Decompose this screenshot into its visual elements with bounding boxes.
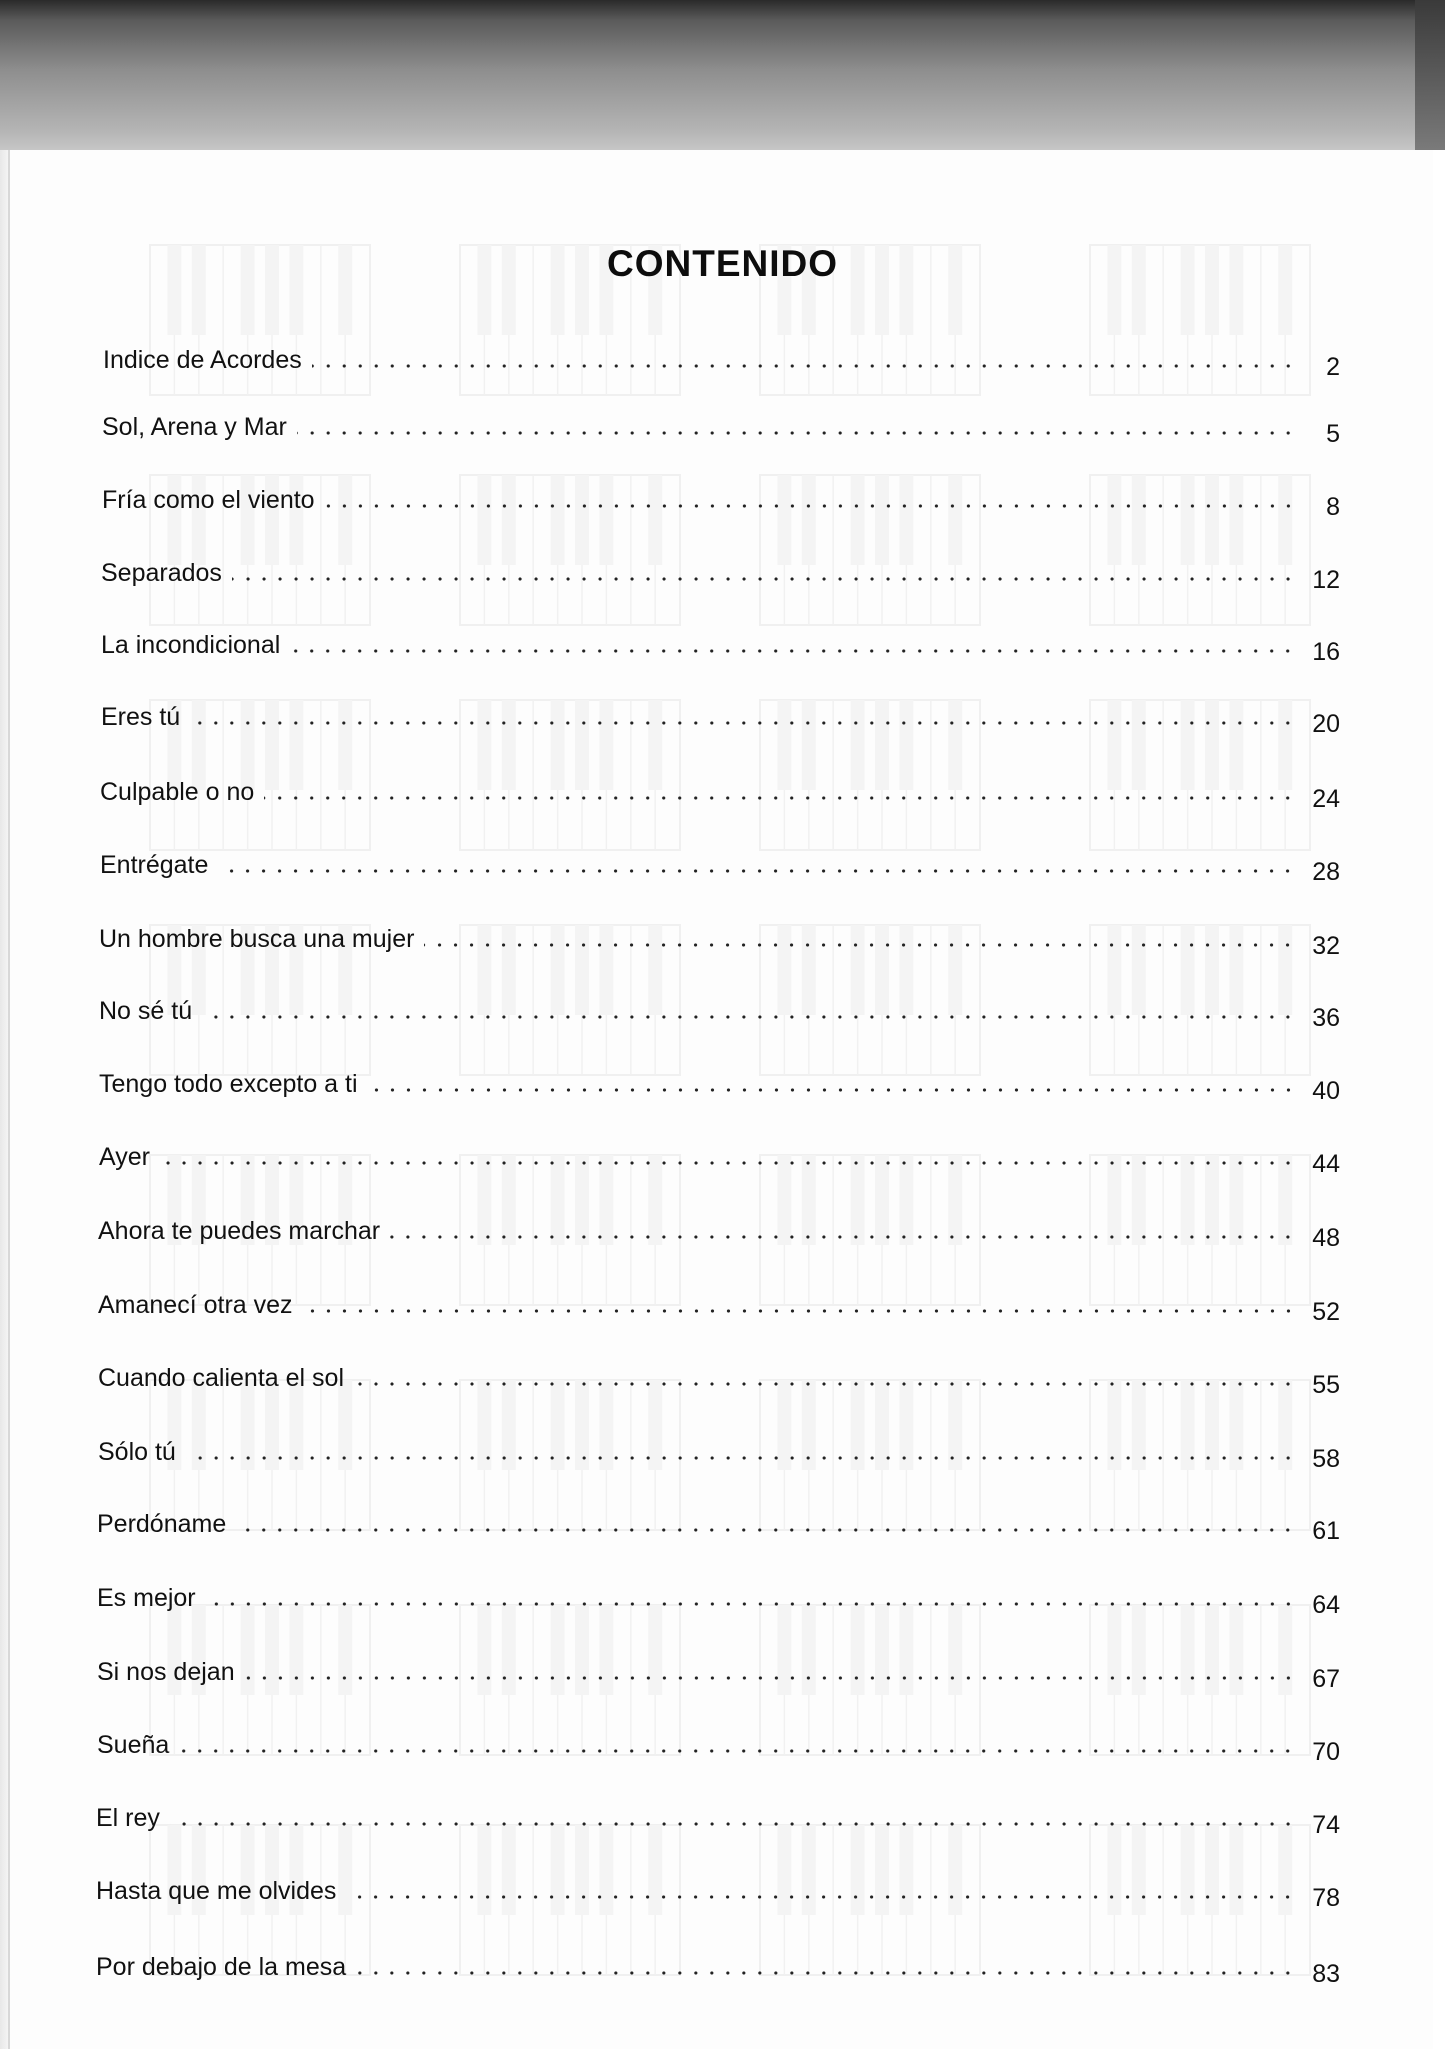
toc-entry-page-number: 78 [1312, 1884, 1340, 1912]
toc-entry [101, 692, 1340, 738]
dot-leader [303, 1309, 1296, 1313]
toc-entry-title: Ayer [99, 1143, 150, 1171]
toc-entry [102, 402, 1340, 448]
toc-entry [97, 1720, 1340, 1766]
toc-entry-title: Cuando calienta el sol [98, 1364, 344, 1392]
dot-leader [245, 1676, 1296, 1680]
dot-leader [160, 1161, 1296, 1165]
toc-entry [98, 1353, 1340, 1399]
toc-entry-page-number: 40 [1312, 1077, 1340, 1105]
toc-entry-title: Un hombre busca una mujer [99, 925, 415, 953]
dot-leader [325, 504, 1296, 508]
dot-leader [424, 943, 1296, 947]
toc-entry-title: Fría como el viento [102, 486, 315, 514]
toc-entry-title: Ahora te puedes marchar [98, 1217, 381, 1245]
toc-entry-title: Tengo todo excepto a ti [99, 1070, 358, 1098]
toc-entry-title: Indice de Acordes [103, 346, 302, 374]
toc-entry-title: Amanecí otra vez [98, 1291, 293, 1319]
toc-entry-page-number: 36 [1312, 1004, 1340, 1032]
dot-leader [297, 431, 1296, 435]
toc-entry [98, 1206, 1340, 1252]
toc-entry-title: Sol, Arena y Mar [102, 413, 287, 441]
toc-entry-title: Eres tú [101, 703, 181, 731]
toc-entry [101, 620, 1340, 666]
dot-leader [186, 1456, 1296, 1460]
toc-entry-page-number: 52 [1312, 1298, 1340, 1326]
toc-entry-page-number: 28 [1312, 858, 1340, 886]
toc-entry [99, 1132, 1340, 1178]
toc-entry-page-number: 12 [1312, 566, 1340, 594]
toc-entry-page-number: 64 [1312, 1591, 1340, 1619]
toc-entry [97, 1499, 1340, 1545]
toc-entry [100, 767, 1340, 813]
toc-entry-title: Culpable o no [100, 778, 255, 806]
toc-entry-page-number: 58 [1312, 1445, 1340, 1473]
dot-leader [236, 1528, 1296, 1532]
toc-entry-page-number: 24 [1312, 785, 1340, 813]
dot-leader [170, 1822, 1296, 1826]
toc-entry [103, 335, 1340, 381]
toc-entry-page-number: 44 [1312, 1150, 1340, 1178]
toc-entry-title: Es mejor [97, 1584, 196, 1612]
toc-entry [96, 1793, 1340, 1839]
toc-entry-page-number: 32 [1312, 932, 1340, 960]
dot-leader [179, 1749, 1296, 1753]
toc-entry [101, 548, 1340, 594]
toc-entry-page-number: 2 [1326, 353, 1340, 381]
toc-entry-page-number: 16 [1312, 638, 1340, 666]
toc-entry-page-number: 74 [1312, 1811, 1340, 1839]
dot-leader [206, 1602, 1296, 1606]
dot-leader [190, 721, 1296, 725]
dot-leader [232, 577, 1296, 581]
dot-leader [218, 869, 1296, 873]
toc-entry-title: Entrégate [100, 851, 209, 879]
page-title: CONTENIDO [607, 243, 838, 284]
toc-entry-page-number: 20 [1312, 710, 1340, 738]
toc-entry [97, 1573, 1340, 1619]
toc-entry-page-number: 8 [1326, 493, 1340, 521]
toc-entry [99, 914, 1340, 960]
toc-entry-page-number: 67 [1312, 1665, 1340, 1693]
toc-entry-title: Sólo tú [98, 1438, 176, 1466]
toc-entry-title: Perdóname [97, 1510, 227, 1538]
toc-entry [98, 1280, 1340, 1326]
toc-entry-title: No sé tú [99, 997, 193, 1025]
toc-entry [99, 1059, 1340, 1105]
dot-leader [312, 364, 1296, 368]
toc-entry-title: El rey [96, 1804, 160, 1832]
toc-entry [99, 986, 1340, 1032]
toc-entry [100, 840, 1340, 886]
toc-entry [98, 1427, 1340, 1473]
toc-entry-title: Hasta que me olvides [96, 1877, 337, 1905]
dot-leader [354, 1382, 1296, 1386]
toc-entry-page-number: 61 [1312, 1517, 1340, 1545]
dot-leader [290, 649, 1296, 653]
dot-leader [356, 1971, 1296, 1975]
dot-leader [390, 1235, 1296, 1239]
toc-entry-title: La incondicional [101, 631, 281, 659]
toc-entry-page-number: 48 [1312, 1224, 1340, 1252]
toc-entry-title: Si nos dejan [97, 1658, 235, 1686]
toc-entry [97, 1647, 1340, 1693]
toc-entry [102, 475, 1340, 521]
toc-entry-title: Sueña [97, 1731, 170, 1759]
toc-entry-page-number: 83 [1312, 1960, 1340, 1988]
toc-entry [96, 1942, 1340, 1988]
toc-entry-page-number: 70 [1312, 1738, 1340, 1766]
dot-leader [368, 1088, 1296, 1092]
toc-entry-title: Por debajo de la mesa [96, 1953, 347, 1981]
dot-leader [346, 1895, 1296, 1899]
toc-entry [96, 1866, 1340, 1912]
dot-leader [202, 1015, 1296, 1019]
toc-entry-page-number: 5 [1326, 420, 1340, 448]
toc-entry-title: Separados [101, 559, 222, 587]
dot-leader [264, 796, 1296, 800]
toc-entry-page-number: 55 [1312, 1371, 1340, 1399]
